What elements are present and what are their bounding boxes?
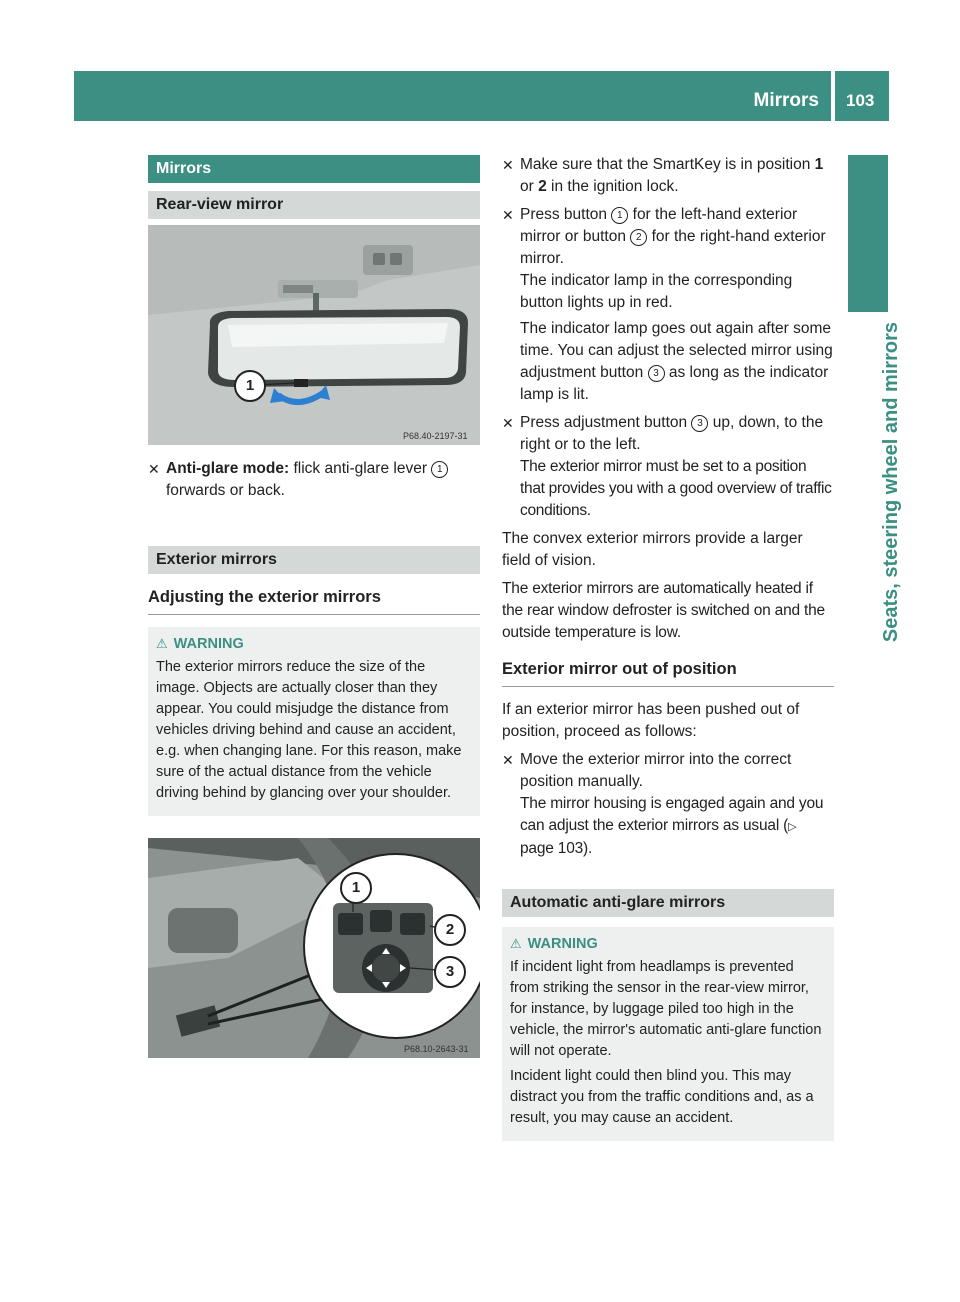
step-result: The indicator lamp in the corresponding button lights up in red. (520, 272, 793, 311)
callout-marker: 1 (431, 461, 448, 478)
step-text: Press button (520, 206, 612, 223)
header-divider (831, 71, 835, 121)
step-text: in the ignition lock. (546, 178, 679, 195)
paragraph-heated: The exterior mirrors are automatically heated if the rear window defroster is switched on and the outside temperature is low. (502, 580, 825, 641)
door-panel-illustration (148, 838, 480, 1058)
list-item (502, 154, 834, 198)
left-column (148, 155, 480, 219)
warning-icon: ⚠ (156, 636, 168, 651)
page-number: 103 (846, 91, 875, 110)
step-bullet-icon: ✕ (502, 207, 514, 223)
step-text: Move the exterior mirror into the correct position manually. (520, 751, 792, 790)
warning-box (502, 927, 834, 1141)
step-label: Anti-glare mode: (166, 460, 290, 477)
list-item (148, 458, 480, 502)
step-text: flick anti-glare lever (289, 460, 432, 477)
step-text: Make sure that the SmartKey is in position (520, 156, 815, 173)
side-tab (848, 312, 902, 812)
heading-rear-view-mirror: Rear-view mirror (148, 191, 480, 219)
step-text: up, down, to the right or to the left. (520, 414, 824, 453)
rear-view-steps (148, 458, 480, 508)
heading-exterior-mirrors: Exterior mirrors (148, 546, 480, 574)
automatic-anti-glare-section (502, 889, 834, 1141)
heading-automatic-anti-glare: Automatic anti-glare mirrors (502, 889, 834, 917)
page-reference-link[interactable]: page 103). (520, 840, 593, 857)
exterior-mirrors-section (148, 546, 480, 816)
warning-box (148, 627, 480, 816)
subheading-out-of-position: Exterior mirror out of position (502, 658, 834, 687)
step-bullet-icon: ✕ (502, 157, 514, 173)
step-text: Press adjustment button (520, 414, 692, 431)
page-header (74, 71, 889, 121)
position-1: 1 (814, 156, 824, 173)
rear-view-mirror-illustration (148, 225, 480, 445)
step-result: as long as the indicator lamp is lit. (520, 364, 829, 403)
list-item (502, 749, 834, 860)
page-ref-arrow-icon: ▷ (788, 821, 797, 833)
paragraph-convex: The convex exterior mirrors provide a larger field of vision. (502, 530, 803, 569)
warning-text: Incident light could then blind you. This may distract you from the traffic conditions and, as a result, you may cause an accident. (510, 1068, 814, 1126)
paragraph-intro: If an exterior mirror has been pushed out of position, proceed as follows: (502, 701, 800, 740)
list-item (502, 412, 834, 522)
subheading-adjusting: Adjusting the exterior mirrors (148, 586, 480, 615)
header-section-title: Mirrors (753, 90, 819, 111)
position-2: 2 (538, 178, 547, 195)
callout-2: 2 (434, 914, 466, 946)
step-result: The exterior mirror must be set to a position that provides you with a good overview of traffic conditions. (520, 458, 832, 519)
callout-1: 1 (340, 872, 372, 904)
callout-marker: 1 (611, 207, 628, 224)
step-bullet-icon: ✕ (502, 752, 514, 768)
warning-text: The exterior mirrors reduce the size of the image. Objects are actually closer than they appear. You could misjudge the distance from vehicles driving behind and cause an accident, e.g. when changing lane. For this reason, make sure of the actual distance from the vehicle driving behind by glancing over your shoulder. (156, 659, 462, 801)
step-text: or (520, 178, 539, 195)
callout-1: 1 (234, 370, 266, 402)
step-result: The mirror housing is engaged again and you can adjust the exterior mirrors as usual ( (520, 795, 824, 834)
step-text: for the left-hand exterior mirror or button (520, 206, 798, 245)
step-text: for the right-hand exterior mirror. (520, 228, 826, 267)
warning-text: If incident light from headlamps is prevented from striking the sensor in the rear-view mirror, for instance, by luggage piled too high in the vehicle, the mirror's automatic anti-glare function will not operate. (510, 959, 822, 1059)
step-bullet-icon: ✕ (502, 415, 514, 431)
step-result: The indicator lamp goes out again after some time. You can adjust the selected mirror using adjustment button (520, 320, 833, 381)
warning-title: WARNING (173, 636, 244, 652)
callout-marker: 2 (630, 229, 647, 246)
step-bullet-icon: ✕ (148, 461, 160, 477)
side-tab-label: Seats, steering wheel and mirrors (880, 322, 902, 643)
exterior-mirror-control-image (148, 838, 480, 1058)
rear-view-mirror-image (148, 225, 480, 445)
callout-marker: 3 (648, 365, 665, 382)
right-column (502, 154, 834, 866)
callout-3: 3 (434, 956, 466, 988)
callout-marker: 3 (691, 415, 708, 432)
section-heading-mirrors: Mirrors (148, 155, 480, 183)
image-code: P68.10-2643-31 (404, 1044, 469, 1054)
step-text-tail: forwards or back. (166, 482, 285, 499)
side-tab-block (848, 155, 888, 312)
warning-title: WARNING (527, 936, 598, 952)
warning-icon: ⚠ (510, 936, 522, 951)
image-code: P68.40-2197-31 (403, 431, 468, 441)
list-item (502, 204, 834, 406)
